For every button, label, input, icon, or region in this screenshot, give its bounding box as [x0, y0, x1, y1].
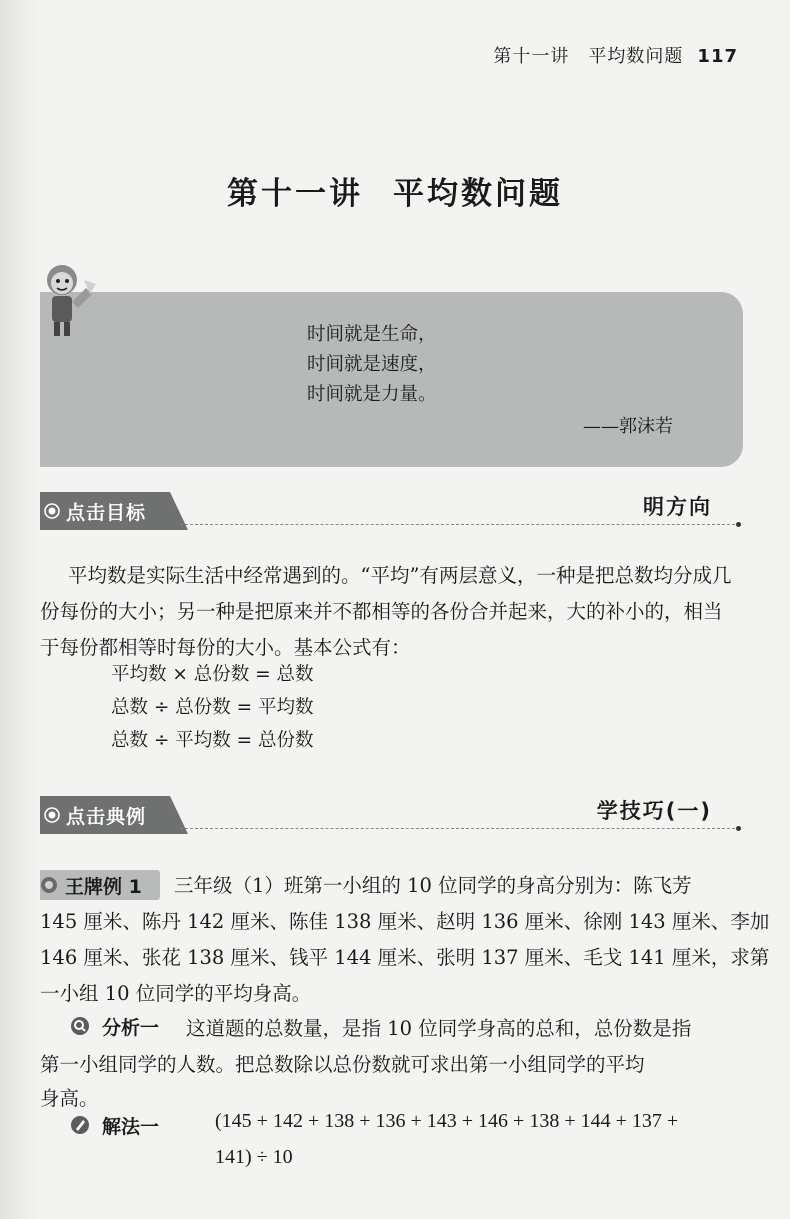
analysis-line: 第一小组同学的人数。把总数除以总份数就可求出第一小组同学的平均 [40, 1053, 645, 1076]
solution-line: (145 + 142 + 138 + 136 + 143 + 146 + 138 + 144 + 137 + [215, 1110, 679, 1132]
example-line: 146 厘米、张花 138 厘米、钱平 144 厘米、张明 137 厘米、毛戈 141 厘米，求第 [40, 946, 770, 969]
solution-label: 解法一 [102, 1116, 160, 1138]
quote-line: 时间就是速度， [307, 354, 437, 375]
intro-line: 平均数是实际生活中经常遇到的。“平均”有两层意义，一种是把总数 [68, 564, 654, 587]
example-line: 145 厘米、陈丹 142 厘米、陈佳 138 厘米、赵明 136 厘米、徐刚 143 厘米、李加 [40, 910, 770, 933]
formula-3: 总数 ÷ 平均数 = 总份数 [111, 730, 314, 751]
target-icon [44, 503, 60, 519]
section-banner-goal [40, 492, 190, 530]
divider-dot [736, 826, 741, 831]
intro-line: 的补小的，相当于每份都相等时每份的大小。基本公式有： [40, 600, 723, 659]
running-title: 第十一讲 平均数问题 [493, 46, 684, 67]
chapter-title [0, 168, 790, 213]
section-banner-label: 点击典例 [66, 806, 147, 828]
quote-line: 时间就是生命， [307, 324, 437, 345]
solution-line: 141) ÷ 10 [215, 1146, 293, 1168]
quote-author: ——郭沫若 [583, 416, 673, 437]
medal-icon [40, 875, 58, 895]
formula-2: 总数 ÷ 总份数 = 平均数 [111, 697, 314, 718]
example-tag [40, 870, 160, 900]
analysis-line: 这道题的总数量，是指 10 位同学身高的总和，总份数是指 [186, 1017, 692, 1040]
chapter-number: 第十一讲 [227, 176, 363, 212]
section-divider [180, 828, 740, 829]
target-icon [44, 807, 60, 823]
section-banner-label: 点击目标 [66, 502, 147, 524]
section-banner-examples [40, 796, 190, 834]
formula-1: 平均数 × 总份数 = 总数 [111, 664, 314, 685]
chapter-name: 平均数问题 [393, 176, 563, 212]
section-divider [180, 524, 740, 525]
example-tag-label: 王牌例 1 [65, 876, 142, 898]
section-subtitle: 学技巧(一) [596, 799, 712, 823]
page-number: 117 [697, 46, 738, 67]
quote-text [307, 320, 437, 410]
mascot-illustration [40, 258, 98, 340]
intro-line: 均分成几份每份的大小；另一种是把原来并不都相等的各份合并起来，大 [40, 564, 732, 623]
example-line: 三年级（1）班第一小组的 10 位同学的身高分别为：陈飞芳 [174, 874, 692, 897]
analysis-line: 身高。 [40, 1087, 99, 1110]
divider-dot [736, 522, 741, 527]
example-line: 一小组 10 位同学的平均身高。 [40, 982, 312, 1005]
analysis-label: 分析一 [102, 1017, 160, 1039]
running-header [493, 42, 738, 68]
intro-paragraph [40, 558, 742, 666]
pencil-icon [70, 1115, 90, 1135]
section-subtitle: 明方向 [643, 495, 712, 519]
quote-line: 时间就是力量。 [307, 384, 437, 405]
magnifier-icon [70, 1016, 90, 1036]
